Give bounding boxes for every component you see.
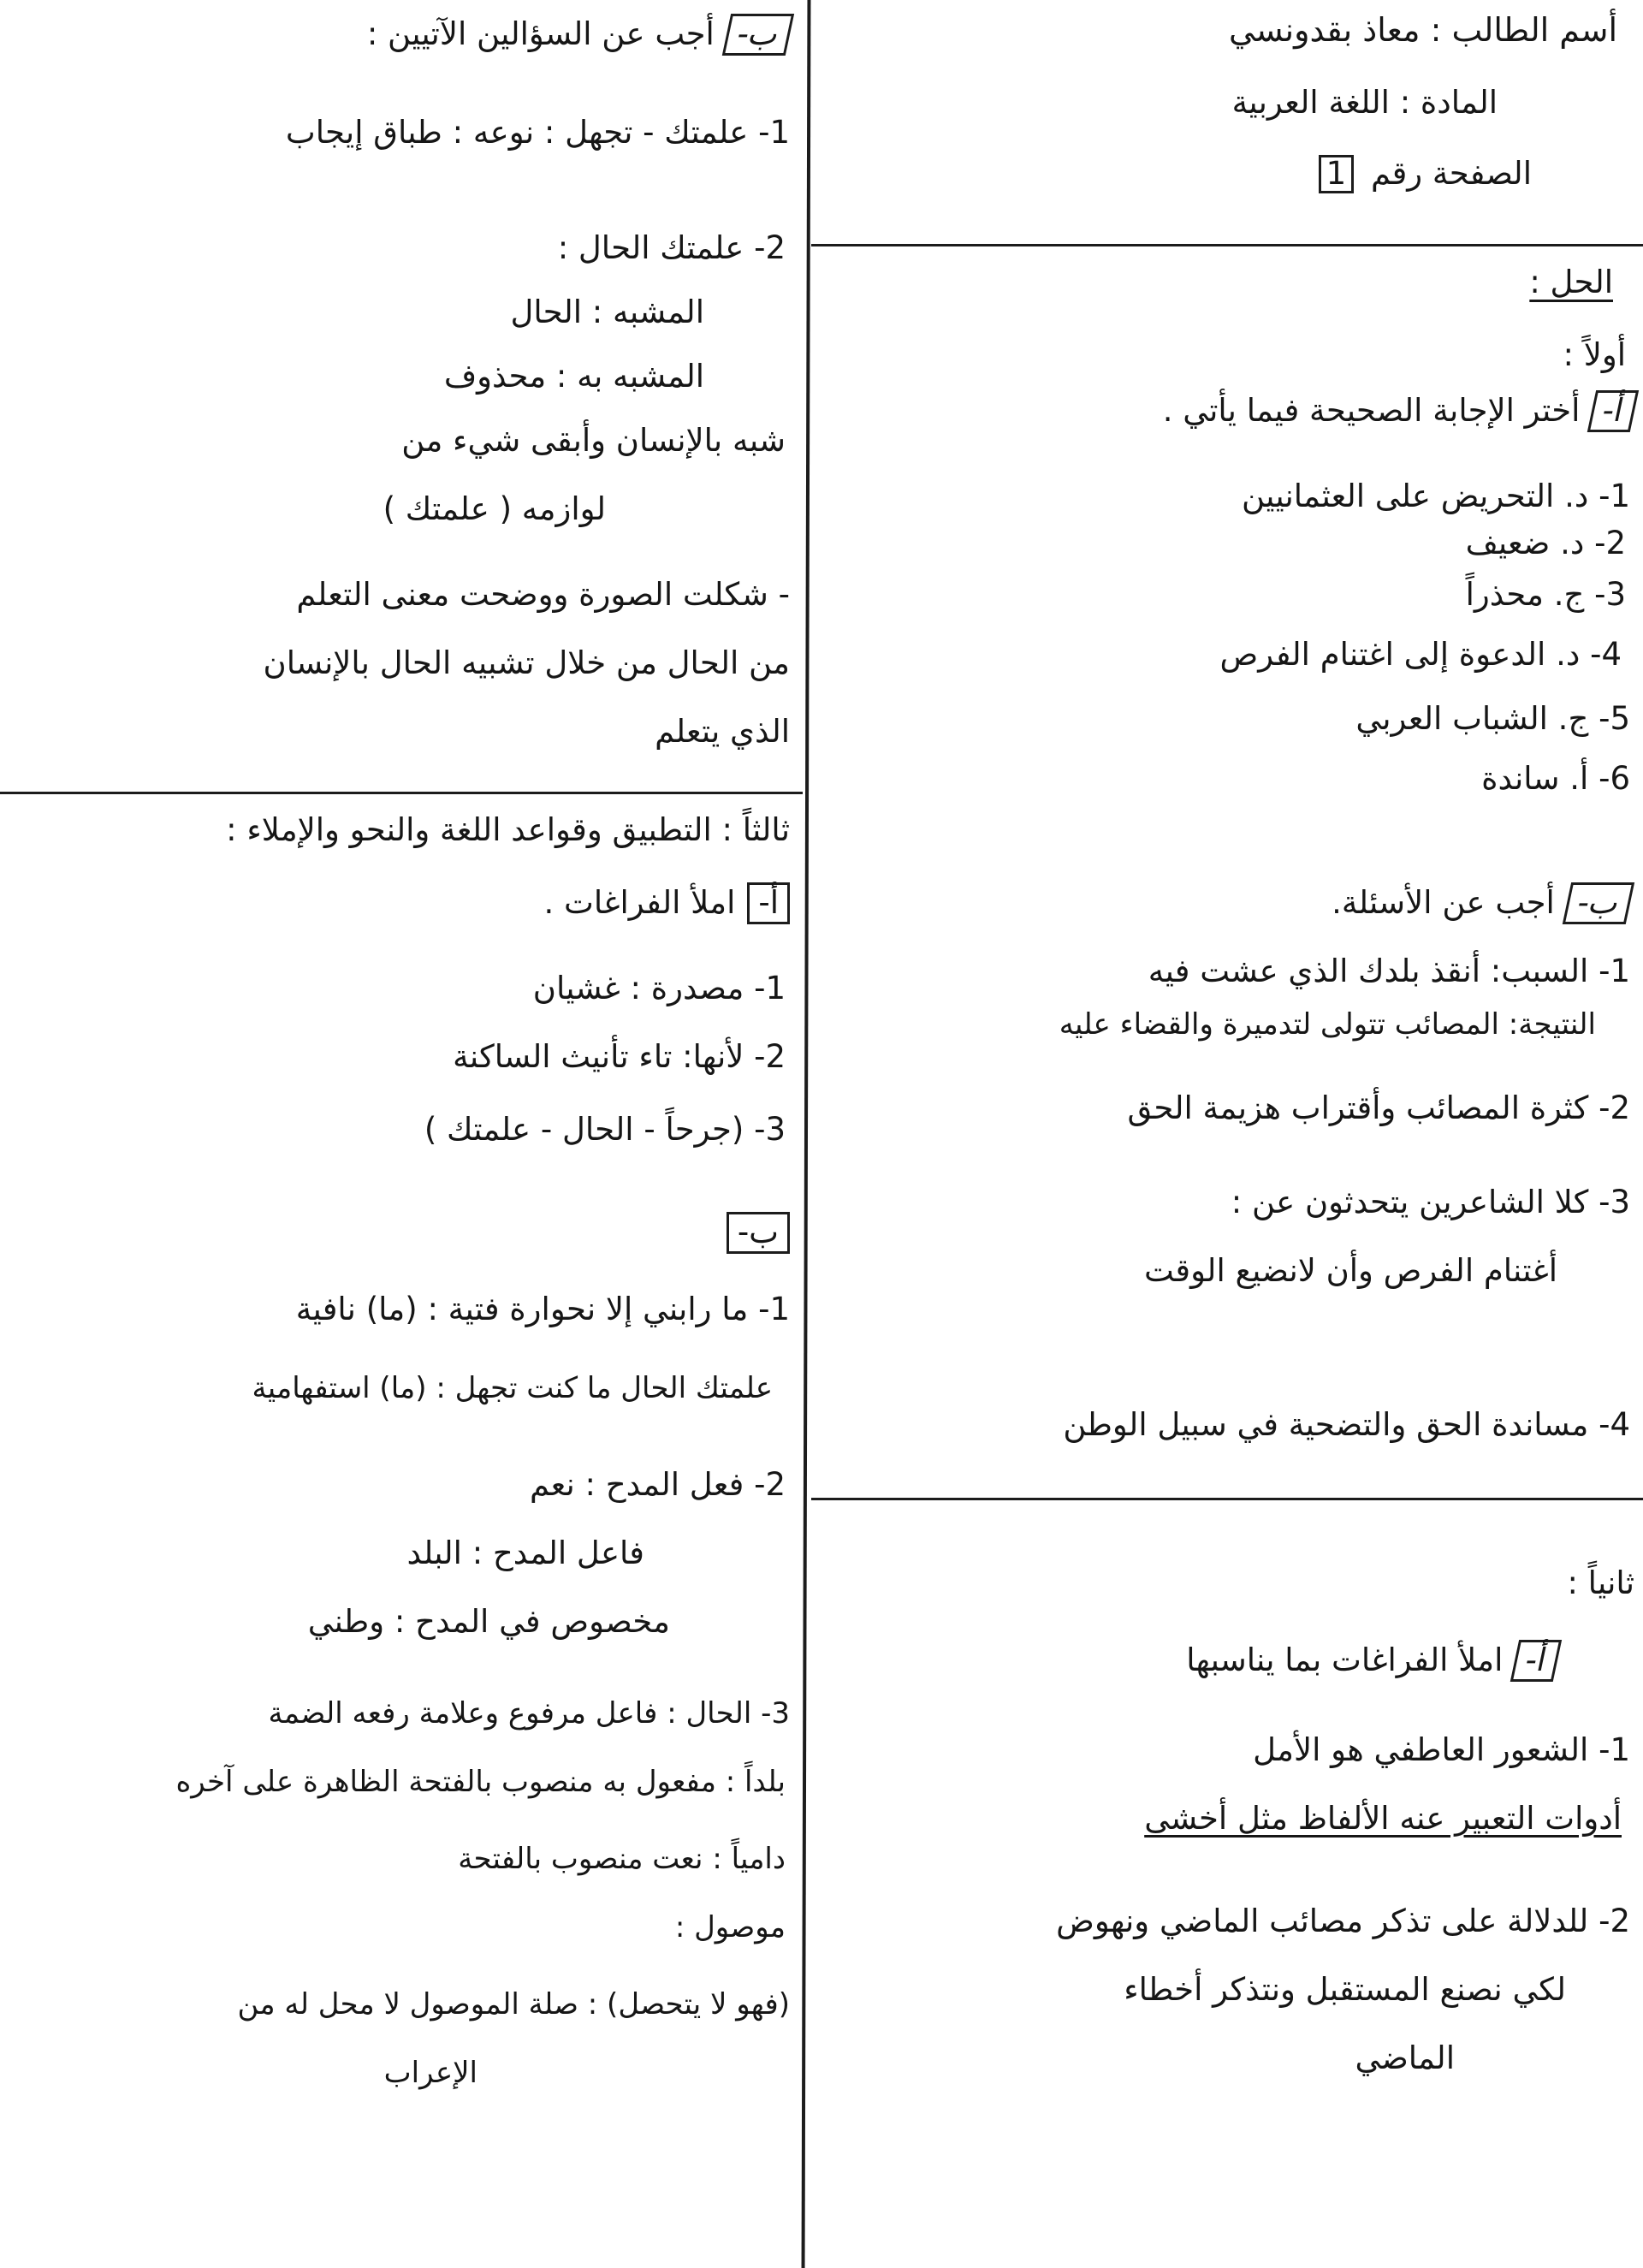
answer-b1-2-image-2: من الحال من خلال تشبيه الحال بالإنسان [263,644,790,681]
answer-d3: 3- (جرحاً - الحال - علمتك ) [424,1111,786,1148]
answer-b1-2-image: - شكلت الصورة ووضحت معنى التعلم [296,576,790,613]
page-number-line [1319,152,1532,195]
page-number-box: 1 [1319,155,1355,193]
question-c-title: املأ الفراغات بما يناسبها [1186,1642,1504,1678]
question-d-label: أ- [747,882,790,924]
subject-line: المادة : اللغة العربية [1231,84,1498,121]
question-d-title: املأ الفراغات . [543,884,736,921]
answer-e2-line3: مخصوص في المدح : وطني [307,1603,670,1640]
question-a-label: أ- [1587,390,1639,432]
answer-b1-1: 1- علمتك - تجهل : نوعه : طباق إيجاب [285,114,790,151]
answer-e1: 1- ما رابني إلا نحوارة فتية : (ما) نافية [295,1291,790,1327]
question-b1-heading [367,13,790,56]
part-two-heading: ثانياً : [1567,1564,1634,1601]
answer-a6: 6- أ. ساندة [1481,760,1630,797]
answer-e3: 3- الحال : فاعل مرفوع وعلامة رفعه الضمة [268,1696,790,1731]
answer-c2-line3: الماضي [1355,2039,1455,2076]
answer-e3-line3: دامياً : نعت منصوب بالفتحة [458,1842,786,1876]
answer-b1-result: النتيجة: المصائب تتولى لتدميرة والقضاء عليه [1059,1007,1596,1042]
question-e-heading [715,1211,790,1254]
answer-b1-2: 2- علمتك الحال : [557,229,786,266]
question-c-label: أ- [1510,1640,1562,1682]
answer-a3: 3- ج. محذراً [1465,576,1626,613]
question-e-label: ب- [727,1212,790,1254]
answer-e1-line2: علمتك الحال ما كنت تجهل : (ما) استفهامية [252,1371,773,1405]
question-a-heading [1163,389,1634,432]
right-column [813,0,1643,2268]
answer-c1: 1- الشعور العاطفي هو الأمل [1253,1731,1630,1768]
answer-b1-2-vehicle: المشبه به : محذوف [443,358,704,395]
answer-e2: 2- فعل المدح : نعم [530,1466,786,1503]
answer-a4: 4- د. الدعوة إلى اغتنام الفرص [1219,636,1622,673]
answer-c2: 2- للدلالة على تذكر مصائب الماضي ونهوض [1056,1903,1630,1939]
answer-b1-2-image-3: الذي يتعلم [655,713,790,750]
answer-c2-line2: لكي نصنع المستقبل ونتذكر أخطاء [1124,1971,1566,2008]
answer-b3: 3- كلا الشاعرين يتحدثون عن : [1231,1184,1630,1220]
question-b1-label: ب- [722,14,795,56]
part-one-heading: أولاً : [1563,336,1626,373]
question-b1-title: أجب عن السؤالين الآتيين : [366,15,715,52]
answer-e2-line2: فاعل المدح : البلد [406,1535,644,1571]
question-c-heading [1186,1639,1557,1682]
question-d-heading [543,882,790,924]
part-three-heading: ثالثاً : التطبيق وقواعد اللغة والنحو والإملاء : [226,811,790,848]
answer-b1-2-explain-2: لوازمه ( علمتك ) [383,490,606,527]
answer-b4: 4- مساندة الحق والتضحية في سبيل الوطن [1063,1406,1630,1443]
answer-b2: 2- كثرة المصائب وأقتراب هزيمة الحق [1127,1089,1630,1126]
answer-d2: 2- لأنها: تاء تأنيث الساكنة [453,1038,786,1075]
answer-a5: 5- ج. الشباب العربي [1355,700,1630,737]
question-a-title: أختر الإجابة الصحيحة فيما يأتي . [1162,392,1581,429]
solution-title: الحل : [1529,264,1613,300]
center-divider [802,0,811,2268]
answer-b1-cause: 1- السبب: أنقذ بلدك الذي عشت فيه [1148,953,1630,989]
answer-b1-2-tenor: المشبه : الحال [510,294,704,330]
question-b-label: ب- [1563,882,1635,924]
answer-d1: 1- مصدرة : غشيان [532,970,786,1006]
answer-e3-line4: موصول : [674,1910,786,1944]
answer-a2: 2- د. ضعيف [1465,525,1626,561]
question-b-title: أجب عن الأسئلة. [1332,884,1555,921]
page-number-label: الصفحة رقم [1370,155,1532,192]
student-name: أسم الطالب : معاذ بقدونسي [1228,11,1617,49]
answer-e3-line5: (فهو لا يتحصل) : صلة الموصول لا محل له من [237,1987,790,2022]
left-column [0,0,803,2268]
answer-b1-2-explain: شبه بالإنسان وأبقى شيء من [401,422,786,459]
answer-c1-tools: أدوات التعبير عنه الألفاظ مثل أخشى [1144,1800,1622,1837]
answer-e3-line2: بلداً : مفعول به منصوب بالفتحة الظاهرة على آخره [175,1765,786,1799]
answer-a1: 1- د. التحريض على العثمانيين [1241,478,1630,514]
answer-e3-line6: الإعراب [383,2056,477,2090]
answer-b3-detail: أغتنام الفرص وأن لانضيع الوقت [1144,1252,1557,1289]
question-b-heading [1332,882,1630,924]
